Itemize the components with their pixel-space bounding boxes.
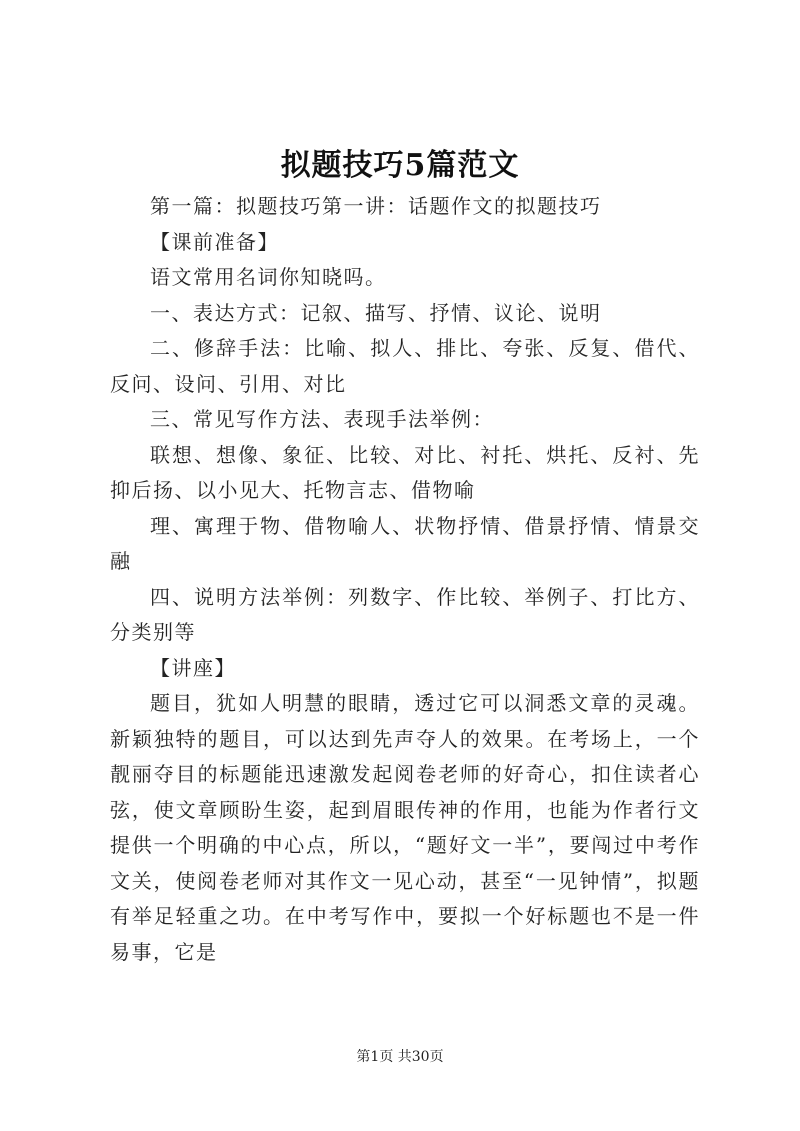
paragraph-intro-question: 语文常用名词你知晓吗。 — [150, 265, 387, 289]
paragraph-lecture-heading: 【讲座】 — [150, 655, 236, 680]
paragraph-section-heading: 第一篇：拟题技巧第一讲：话题作文的拟题技巧 — [150, 194, 602, 218]
paragraph-writing-methods-continued: 理、寓理于物、借物喻人、状物抒情、借景抒情、情景交融 — [110, 513, 700, 573]
paragraph-rhetoric: 二、修辞手法：比喻、拟人、排比、夸张、反复、借代、反问、设问、引用、对比 — [110, 336, 700, 396]
document-body — [110, 189, 700, 970]
page-footer: 第1页 共30页 — [356, 1049, 444, 1065]
paragraph-writing-methods-heading: 三、常见写作方法、表现手法举例： — [150, 407, 494, 431]
paragraph-writing-methods-list: 联想、想像、象征、比较、对比、衬托、烘托、反衬、先抑后扬、以小见大、托物言志、借物喻 — [110, 442, 700, 502]
document-title: 拟题技巧5篇范文 — [280, 148, 520, 183]
paragraph-expression-modes: 一、表达方式：记叙、描写、抒情、议论、说明 — [150, 300, 602, 325]
paragraph-explanation-methods: 四、说明方法举例：列数字、作比较、举例子、打比方、分类别等 — [110, 584, 700, 644]
paragraph-lecture-body: 题目，犹如人明慧的眼睛，透过它可以洞悉文章的灵魂。新颖独特的题目，可以达到先声夺人的效果。在考场上，一个靓丽夺目的标题能迅速激发起阅卷老师的好奇心，扣住读者心弦，使文章顾盼生姿，起到眉眼传神的作用，也能为作者行文提供一个明确的中心点，所以，“题好文一半”，要闯过中考作文关，使阅卷老师对其作文一见心动，甚至“一见钟情”，拟题有举足轻重之功。在中考写作中，要拟一个好标题也不是一件易事，它是 — [110, 691, 700, 964]
paragraph-preparation-heading: 【课前准备】 — [150, 229, 279, 254]
